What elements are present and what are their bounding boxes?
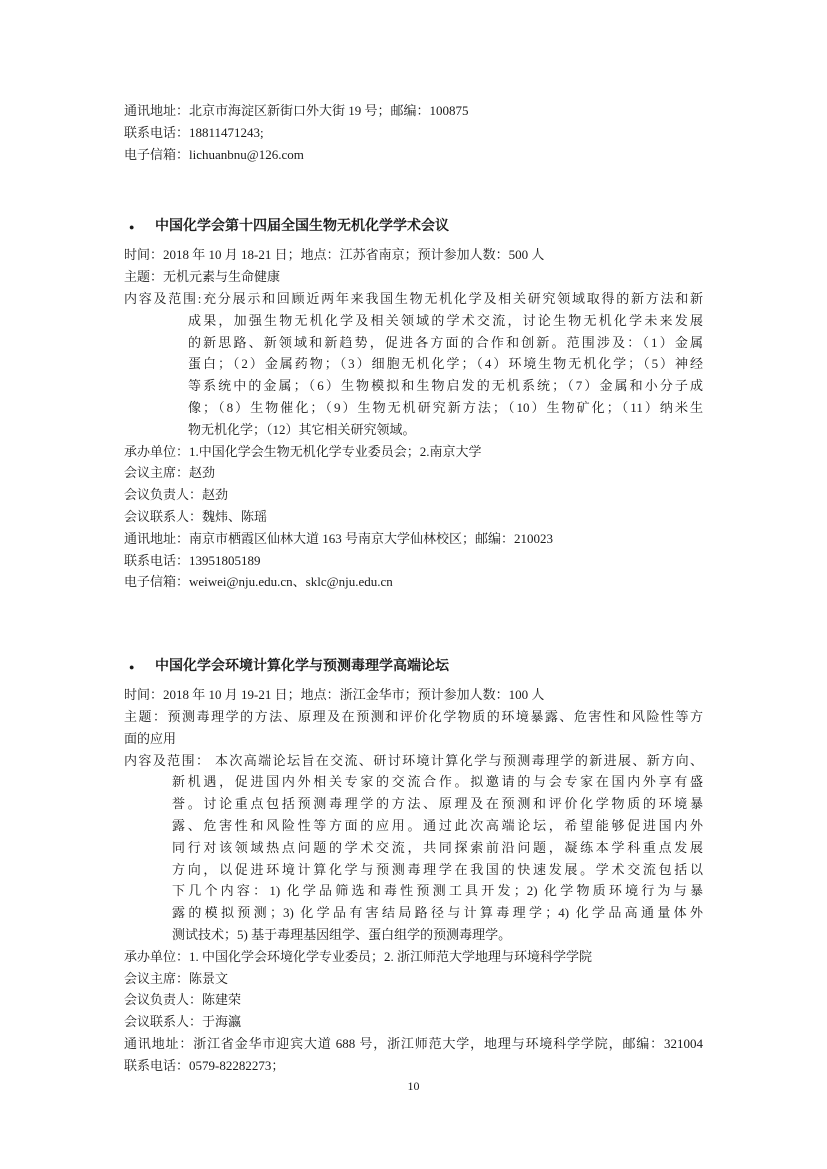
text-line: 物无机化学；（12）其它相关研究领域。 <box>188 421 416 437</box>
page-number: 10 <box>407 1079 420 1094</box>
text-line: 联系电话：0579-82282273； <box>124 1057 285 1073</box>
text-line: 露的模拟预测；3) 化学品有害结局路径与计算毒理学；4) 化学品高通量体外 <box>172 905 703 921</box>
text-line: 蛋白；（2）金属药物；（3）细胞无机化学；（4）环境生物无机化学；（5）神经 <box>188 356 703 372</box>
text-line: 主题：无机元素与生命健康 <box>124 269 281 285</box>
contact-line: 联系电话：18811471243; <box>124 124 264 140</box>
conference-section <box>124 655 703 1076</box>
text-line: 内容及范围:充分展示和回顾近两年来我国生物无机化学及相关研究领域取得的新方法和新 <box>124 290 703 306</box>
text-line: 成果，加强生物无机化学及相关领域的学术交流，讨论生物无机化学未来发展 <box>188 312 703 328</box>
text-line: 主题：预测毒理学的方法、原理及在预测和评价化学物质的环境暴露、危害性和风险性等方 <box>124 708 703 724</box>
text-line: 同行对该领域热点问题的学术交流，共同探索前沿问题，凝练本学科重点发展 <box>172 839 703 855</box>
text-line: 会议主席：赵劲 <box>124 465 216 481</box>
text-line: 时间：2018 年 10 月 18-21 日；地点：江苏省南京；预计参加人数：500 人 <box>124 247 545 263</box>
conference-section <box>124 215 703 593</box>
text-line: 时间：2018 年 10 月 19-21 日；地点：浙江金华市；预计参加人数：100 人 <box>124 687 545 703</box>
text-line: 承办单位：1. 中国化学会环境化学专业委员；2. 浙江师范大学地理与环境科学学院 <box>124 948 593 964</box>
section-heading <box>124 655 703 679</box>
text-line: 露、危害性和风险性等方面的应用。通过此次高端论坛，希望能够促进国内外 <box>172 817 703 833</box>
contact-line: 通讯地址：北京市海淀区新街口外大街 19 号；邮编：100875 <box>124 103 469 118</box>
text-line: 联系电话：13951805189 <box>124 552 261 568</box>
text-line: 会议负责人：陈建荣 <box>124 992 242 1008</box>
text-line: 内容及范围： 本次高端论坛旨在交流、研讨环境计算化学与预测毒理学的新进展、新方向、 <box>124 752 703 768</box>
text-line: 下几个内容：1) 化学品筛选和毒性预测工具开发；2) 化学物质环境行为与暴 <box>172 883 703 899</box>
text-line: 誉。讨论重点包括预测毒理学的方法、原理及在预测和评价化学物质的环境暴 <box>172 796 703 812</box>
bullet-icon: ● <box>129 222 135 233</box>
text-line: 新机遇，促进国内外相关专家的交流合作。拟邀请的与会专家在国内外享有盛 <box>172 774 703 790</box>
text-line: 面的应用 <box>124 730 177 746</box>
text-line: 等系统中的金属；（6）生物模拟和生物启发的无机系统；（7）金属和小分子成 <box>188 378 703 394</box>
text-line: 会议联系人：魏炜、陈瑶 <box>124 508 268 524</box>
text-line: 的新思路、新领域和新趋势，促进各方面的合作和创新。范围涉及：（1）金属 <box>188 334 703 350</box>
text-line: 通讯地址：南京市栖霞区仙林大道 163 号南京大学仙林校区；邮编：210023 <box>124 530 554 546</box>
section-title: 中国化学会第十四届全国生物无机化学学术会议 <box>155 219 449 235</box>
text-line: 通讯地址：浙江省金华市迎宾大道 688 号，浙江师范大学，地理与环境科学学院，邮编：321004 <box>124 1035 703 1051</box>
bullet-icon: ● <box>129 662 135 673</box>
section-title: 中国化学会环境计算化学与预测毒理学高端论坛 <box>155 659 449 675</box>
text-line: 方向，以促进环境计算化学与预测毒理学在我国的快速发展。学术交流包括以 <box>172 861 703 877</box>
text-line: 测试技术；5) 基于毒理基因组学、蛋白组学的预测毒理学。 <box>172 926 512 942</box>
text-line: 会议负责人：赵劲 <box>124 487 229 503</box>
text-line: 电子信箱：weiwei@nju.edu.cn、sklc@nju.edu.cn <box>124 574 393 590</box>
text-line: 会议主席：陈景文 <box>124 970 229 986</box>
text-line: 像；（8）生物催化；（9）生物无机研究新方法；（10）生物矿化；（11）纳米生 <box>188 399 703 415</box>
section-heading <box>124 215 703 239</box>
text-line: 承办单位：1.中国化学会生物无机化学专业委员会；2.南京大学 <box>124 443 482 459</box>
text-line: 会议联系人：于海瀛 <box>124 1014 242 1030</box>
contact-info-block <box>124 100 703 165</box>
contact-line: 电子信箱：lichuanbnu@126.com <box>124 146 304 162</box>
